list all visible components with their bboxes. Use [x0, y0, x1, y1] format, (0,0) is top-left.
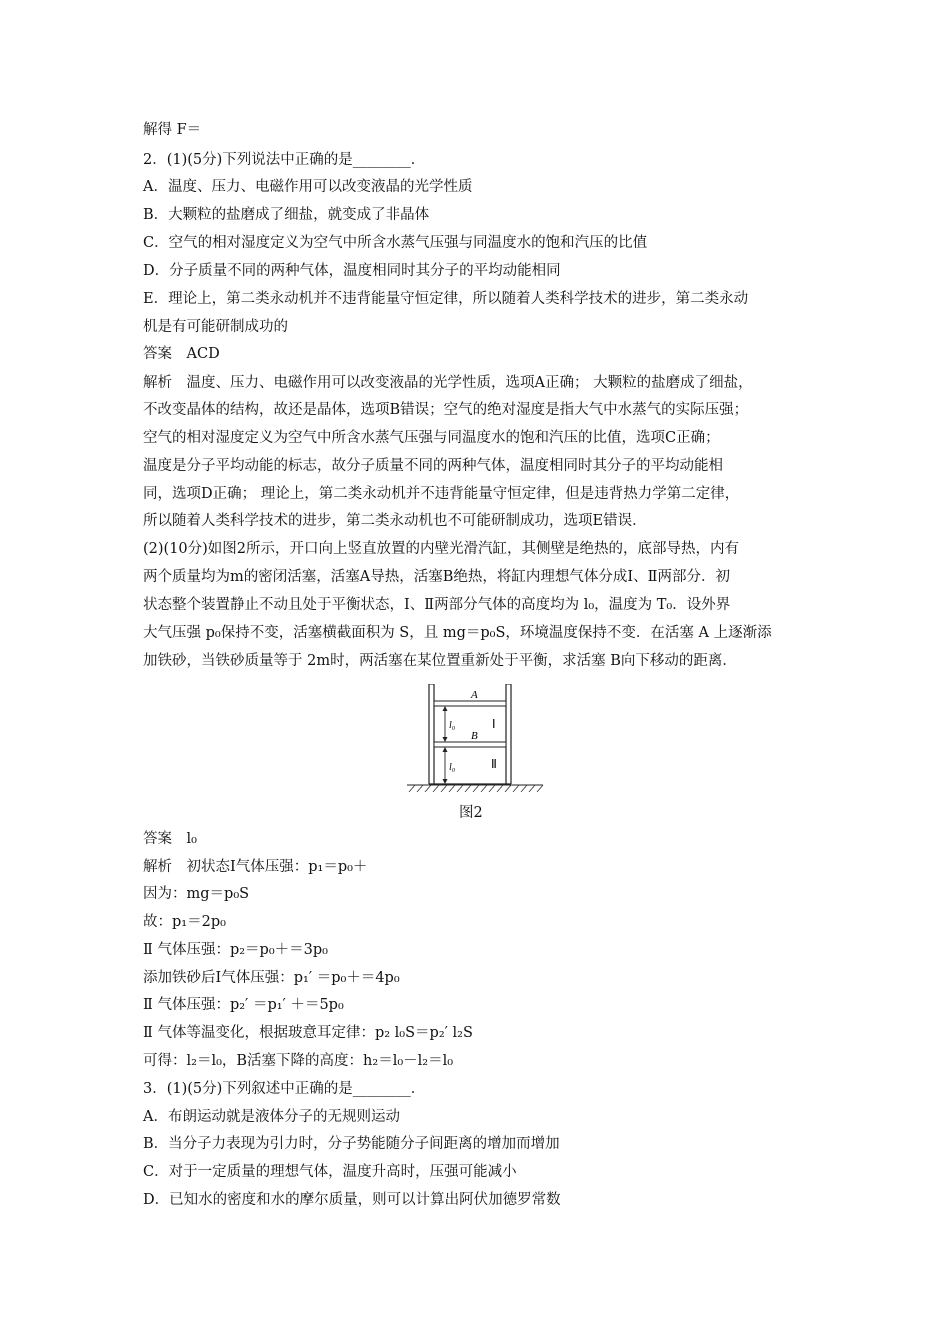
text-line: Ⅱ 气体压强：p₂′ ＝p₁′ ＋＝5p₀ — [143, 997, 344, 1013]
label-region-2: Ⅱ — [491, 757, 497, 771]
text-line: C．空气的相对湿度定义为空气中所含水蒸气压强与同温度水的饱和汽压的比值 — [143, 235, 648, 251]
text-line: 2．(1)(5分)下列说法中正确的是________． — [143, 152, 426, 168]
text-line: 所以随着人类科学技术的进步，第二类永动机也不可能研制成功，选项E错误． — [143, 513, 647, 529]
text-line: B．当分子力表现为引力时，分子势能随分子间距离的增加而增加 — [143, 1136, 560, 1152]
text-line: D．分子质量不同的两种气体，温度相同时其分子的平均动能相同 — [143, 263, 561, 279]
piston-b — [434, 742, 506, 747]
text-line: E．理论上，第二类永动机并不违背能量守恒定律，所以随着人类科学技术的进步，第二类永动 — [143, 291, 749, 307]
text-line: (2)(10分)如图2所示，开口向上竖直放置的内壁光滑汽缸，其侧壁是绝热的，底部导热，内有 — [143, 541, 740, 557]
text-line: 温度是分子平均动能的标志，故分子质量不同的两种气体，温度相同时其分子的平均动能相 — [143, 458, 723, 474]
text-line: 不改变晶体的结构，故还是晶体，选项B错误；空气的绝对湿度是指大气中水蒸气的实际压强； — [143, 402, 749, 418]
text-line: 两个质量均为m的密闭活塞，活塞A导热，活塞B绝热，将缸内理想气体分成Ⅰ、Ⅱ两部分．初 — [143, 569, 730, 585]
cylinder-diagram — [405, 684, 545, 796]
text-line: 同，选项D正确； 理论上，第二类永动机并不违背能量守恒定律，但是违背热力学第二定律， — [143, 486, 740, 502]
answer-line: 答案 ACD — [143, 346, 220, 362]
text-line: A．布朗运动就是液体分子的无规则运动 — [143, 1109, 400, 1125]
text-line: C．对于一定质量的理想气体，温度升高时，压强可能减小 — [143, 1164, 517, 1180]
label-l0-top: l₀ — [449, 720, 456, 731]
answer-line: 答案 l₀ — [143, 831, 197, 847]
label-l0-bottom: l₀ — [449, 762, 456, 773]
text-line: 加铁砂，当铁砂质量等于 2m时，两活塞在某位置重新处于平衡，求活塞 B向下移动的距离． — [143, 653, 737, 669]
label-b: B — [471, 730, 478, 742]
figure-caption: 图2 — [459, 805, 483, 821]
analysis-line: 解析 温度、压力、电磁作用可以改变液晶的光学性质，选项A正确； 大颗粒的盐磨成了细盐， — [143, 375, 753, 391]
text-line: 大气压强 p₀保持不变，活塞横截面积为 S，且 mg＝p₀S，环境温度保持不变．在活塞 A 上逐渐添 — [143, 625, 772, 641]
text-line: 解得 F＝ — [143, 122, 202, 138]
text-line: A．温度、压力、电磁作用可以改变液晶的光学性质 — [143, 179, 473, 195]
text-line: 添加铁砂后Ⅰ气体压强：p₁′ ＝p₀＋＝4p₀ — [143, 970, 400, 986]
text-line: 机是有可能研制成功的 — [143, 319, 288, 335]
text-line: B．大颗粒的盐磨成了细盐，就变成了非晶体 — [143, 207, 430, 223]
text-line: 空气的相对湿度定义为空气中所含水蒸气压强与同温度水的饱和汽压的比值，选项C正确； — [143, 430, 720, 446]
text-line: Ⅱ 气体压强：p₂＝p₀＋＝3p₀ — [143, 942, 328, 958]
label-a: A — [471, 689, 478, 701]
text-line: 状态整个装置静止不动且处于平衡状态，Ⅰ、Ⅱ两部分气体的高度均为 l₀，温度为 T₀．设外界 — [143, 597, 731, 613]
piston-a — [434, 701, 506, 706]
analysis-line: 解析 初状态Ⅰ气体压强：p₁＝p₀＋ — [143, 859, 368, 875]
text-line: Ⅱ 气体等温变化，根据玻意耳定律：p₂ l₀S＝p₂′ l₂S — [143, 1025, 473, 1041]
text-line: 故：p₁＝2p₀ — [143, 914, 226, 930]
text-line: 3．(1)(5分)下列叙述中正确的是________． — [143, 1081, 426, 1097]
text-line: 可得：l₂＝l₀，B活塞下降的高度：h₂＝l₀－l₂＝l₀ — [143, 1053, 454, 1069]
label-region-1: Ⅰ — [492, 717, 496, 731]
text-line: 因为：mg＝p₀S — [143, 886, 250, 902]
text-line: D．已知水的密度和水的摩尔质量，则可以计算出阿伏加德罗常数 — [143, 1192, 561, 1208]
